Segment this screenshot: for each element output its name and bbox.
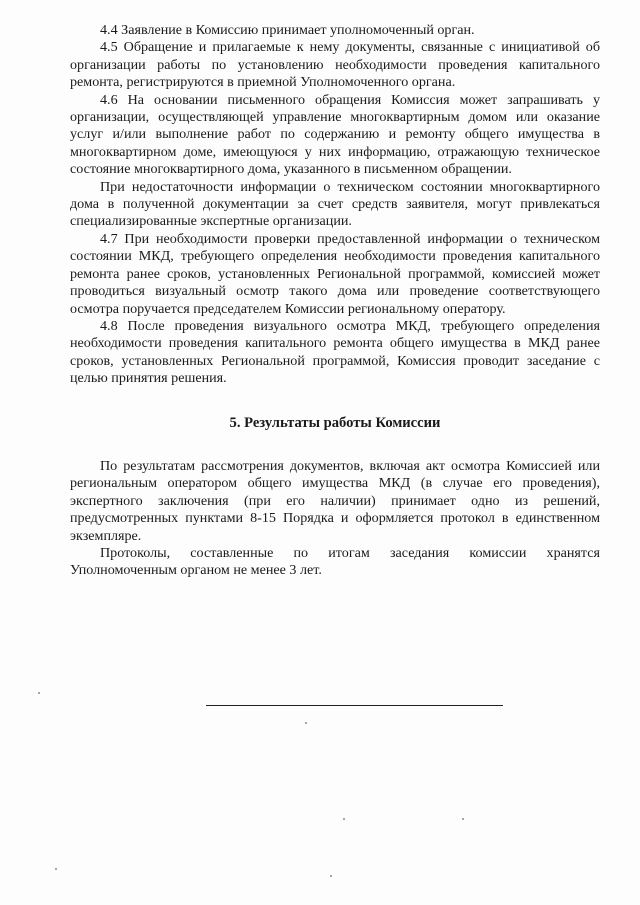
scan-speck — [38, 692, 40, 694]
paragraph-results: По результатам рассмотрения документов, включая акт осмотра Комиссией или региональным оператором общего имущества МКД (в случае его проведения), экспертного заключения (при его наличии) принимает одно из решений, предусмотренных пунктами 8-15 Порядка и оформляется протокол в единственном экземпляре. — [70, 457, 600, 544]
paragraph-4-8: 4.8 После проведения визуального осмотра МКД, требующего определения необходимости проведения капитального ремонта общего имущества в МКД ранее сроков, установленных Региональной программой, Комиссия проводит заседание с целью принятия решения. — [70, 317, 600, 387]
paragraph-protocols: Протоколы, составленные по итогам заседания комиссии хранятся Уполномоченным органом не менее 3 лет. — [70, 544, 600, 579]
scan-speck — [343, 818, 345, 820]
paragraph-4-7: 4.7 При необходимости проверки предоставленной информации о техническом состоянии МКД, требующего определения необходимости проведения капитального ремонта ранее сроков, установленных Региональной программой, комиссией может проводиться визуальный осмотр такого дома или проведение соответствующего осмотра поручается председателем Комиссии региональному оператору. — [70, 230, 600, 317]
end-rule — [206, 705, 503, 706]
scan-speck — [462, 818, 464, 820]
section-heading: 5. Результаты работы Комиссии — [229, 414, 441, 431]
scan-speck — [330, 875, 332, 877]
paragraph-4-5: 4.5 Обращение и прилагаемые к нему документы, связанные с инициативой об организации работы по установлению необходимости проведения капитального ремонта, регистрируются в приемной Уполномоченного органа. — [70, 39, 600, 91]
scan-speck — [305, 722, 307, 724]
scan-speck — [55, 868, 57, 870]
paragraph-4-4: 4.4 Заявление в Комиссию принимает уполномоченный орган. — [100, 22, 475, 38]
paragraph-insufficient-info: При недостаточности информации о техническом состоянии многоквартирного дома в полученной документации за счет средств заявителя, могут привлекаться специализированные экспертные организации. — [70, 178, 600, 230]
paragraph-4-6: 4.6 На основании письменного обращения Комиссия может запрашивать у организации, осуществляющей управление многоквартирным домом или оказание услуг и/или выполнение работ по содержанию и ремонту общего имущества в многоквартирном доме, имеющуюся у них информацию, отражающую техническое состояние многоквартирного дома, указанного в письменном обращении. — [70, 91, 600, 178]
document-body — [70, 22, 600, 580]
